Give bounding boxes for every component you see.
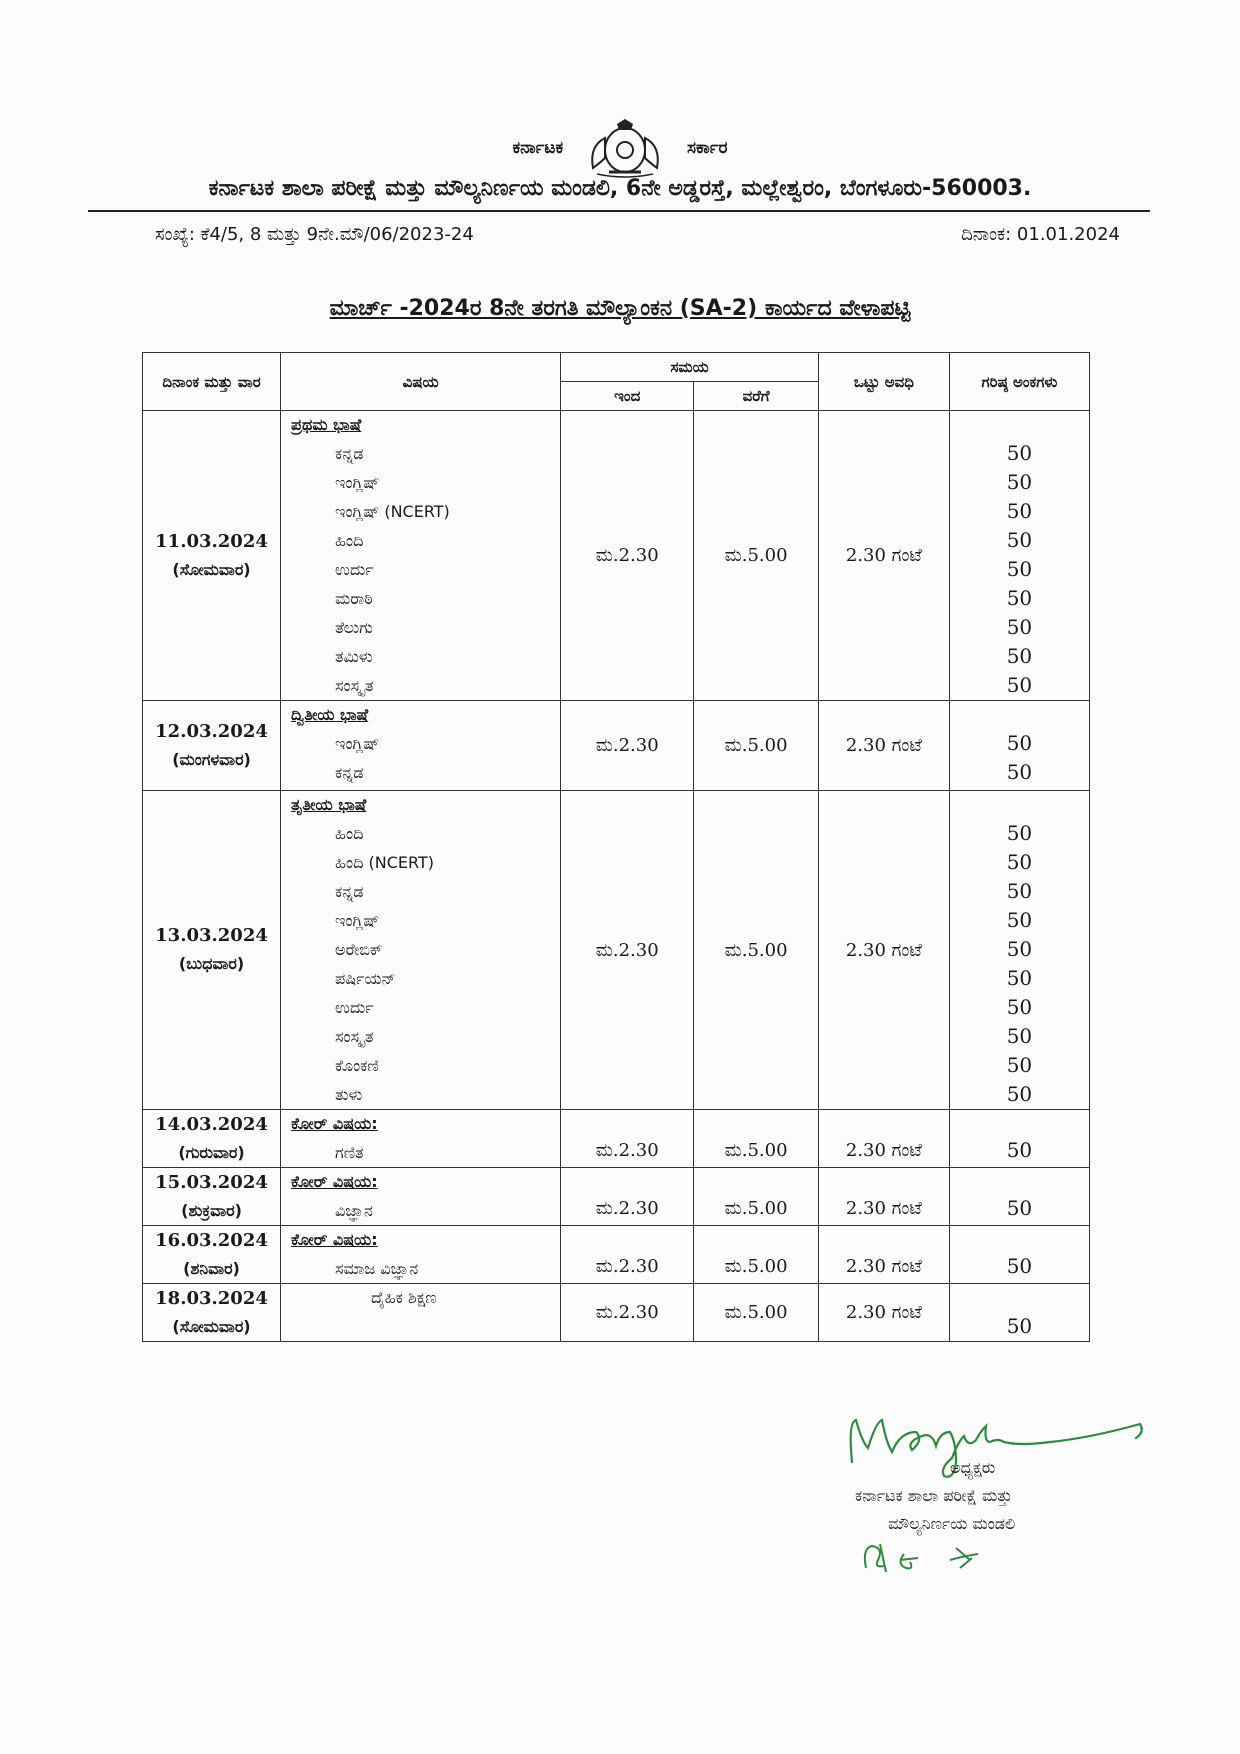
max-marks-value: 50 [1006, 731, 1033, 755]
time-to-cell [694, 1226, 819, 1284]
max-marks-value: 50 [1006, 908, 1033, 932]
header-max-marks: ಗರಿಷ್ಠ ಅಂಕಗಳು [949, 353, 1089, 411]
time-to-cell [694, 1284, 819, 1342]
subject-item: ಸಂಸ್ಕೃತ [335, 676, 374, 695]
subject-item: ಸಮಾಜ ವಿಜ್ಞಾನ [335, 1259, 419, 1278]
subject-item: ಇಂಗ್ಲಿಷ್ [335, 473, 380, 492]
max-marks-value: 50 [1006, 557, 1033, 581]
subject-group-label: ದ್ವಿತೀಯ ಭಾಷೆ [291, 705, 369, 724]
max-marks-cell [949, 791, 1089, 1110]
subject-item: ಉರ್ದು [335, 560, 374, 579]
subject-item: ಕೊಂಕಣಿ [335, 1056, 379, 1075]
time-from: ಮ.2.30 [595, 939, 659, 961]
max-marks-value: 50 [1006, 586, 1033, 610]
page-title: ಮಾರ್ಚ್ -2024ರ 8ನೇ ತರಗತಿ ಮೌಲ್ಯಾಂಕನ (SA-2) ಕಾರ್ಯದ ವೇಳಾಪಟ್ಟಿ [329, 296, 911, 321]
exam-date: 18.03.2024 [155, 1287, 268, 1309]
subject-cell [281, 1110, 561, 1168]
state-name-left: ಕರ್ನಾಟಕ [512, 138, 564, 158]
exam-date: 11.03.2024 [155, 530, 268, 552]
government-header [0, 118, 1240, 178]
time-from-cell [561, 1284, 694, 1342]
board-address: ಕರ್ನಾಟಕ ಶಾಲಾ ಪರೀಕ್ಷೆ ಮತ್ತು ಮೌಲ್ಯನಿರ್ಣಯ ಮಂಡಲಿ, 6ನೇ ಅಡ್ಡರಸ್ತೆ, ಮಲ್ಲೇಶ್ವರಂ, ಬೆಂಗಳೂರು-560003. [208, 176, 1032, 201]
table-row [143, 1168, 1090, 1226]
subject-cell [281, 1168, 561, 1226]
time-to: ಮ.5.00 [724, 545, 788, 566]
subject-item: ಉರ್ದು [335, 998, 374, 1017]
exam-day: (ಸೋಮವಾರ) [172, 559, 251, 579]
duration: 2.30 ಗಂಟೆ [845, 939, 922, 961]
time-to: ಮ.5.00 [724, 735, 788, 756]
max-marks-value: 50 [1006, 821, 1033, 845]
subject-item: ಕನ್ನಡ [335, 763, 364, 782]
subject-item: ಗಣಿತ [335, 1143, 364, 1162]
time-from-cell [561, 791, 694, 1110]
subject-item: ಅರೇಬಿಕ್ [335, 940, 383, 959]
max-marks-value: 50 [1006, 966, 1033, 990]
duration: 2.30 ಗಂಟೆ [845, 1302, 922, 1323]
time-to: ಮ.5.00 [724, 939, 788, 961]
subject-item: ಇಂಗ್ಲಿಷ್ [335, 911, 380, 930]
subject-group-label: ಕೋರ್ ವಿಷಯ: [291, 1172, 378, 1191]
max-marks-value: 50 [1006, 615, 1033, 639]
max-marks-value: 50 [1006, 1196, 1033, 1220]
subject-cell [281, 791, 561, 1110]
time-from: ಮ.2.30 [595, 1302, 659, 1323]
time-from: ಮ.2.30 [595, 735, 659, 756]
exam-day: (ಮಂಗಳವಾರ) [172, 749, 251, 769]
timetable [142, 352, 1090, 1342]
max-marks-value: 50 [1006, 1254, 1033, 1278]
max-marks-cell [949, 701, 1089, 791]
subject-item: ತೆಲುಗು [335, 618, 373, 637]
time-to-cell [694, 1110, 819, 1168]
exam-date: 14.03.2024 [155, 1113, 268, 1135]
subject-item: ಇಂಗ್ಲಿಷ್ [335, 734, 380, 753]
subject-item: ಹಿಂದಿ [335, 824, 364, 843]
duration: 2.30 ಗಂಟೆ [845, 1198, 922, 1219]
exam-day: (ಶುಕ್ರವಾರ) [181, 1200, 242, 1220]
duration: 2.30 ಗಂಟೆ [845, 735, 922, 756]
exam-date: 12.03.2024 [155, 720, 268, 742]
duration-cell [818, 411, 949, 701]
header-duration: ಒಟ್ಟು ಅವಧಿ [818, 353, 949, 411]
max-marks-value: 50 [1006, 470, 1033, 494]
reference-number: ಸಂಖ್ಯೆ: ಕೆ4/5, 8 ಮತ್ತು 9ನೇ.ಮೌ/06/2023-24 [155, 224, 474, 245]
duration: 2.30 ಗಂಟೆ [845, 1140, 922, 1161]
duration-cell [818, 1284, 949, 1342]
subject-group-label: ಕೋರ್ ವಿಷಯ: [291, 1230, 378, 1249]
subject-cell [281, 1284, 561, 1342]
max-marks-value: 50 [1006, 1314, 1033, 1338]
time-to: ಮ.5.00 [724, 1198, 788, 1219]
max-marks-value: 50 [1006, 441, 1033, 465]
time-to-cell [694, 701, 819, 791]
time-from: ಮ.2.30 [595, 1140, 659, 1161]
max-marks-value: 50 [1006, 850, 1033, 874]
max-marks-value: 50 [1006, 673, 1033, 697]
table-row [143, 411, 1090, 701]
signatory-org-line1: ಕರ್ನಾಟಕ ಶಾಲಾ ಪರೀಕ್ಷೆ ಮತ್ತು [855, 1486, 1013, 1505]
exam-date-cell [143, 791, 281, 1110]
exam-date-cell [143, 1110, 281, 1168]
max-marks-value: 50 [1006, 644, 1033, 668]
subject-cell [281, 701, 561, 791]
duration-cell [818, 791, 949, 1110]
subject-item: ಹಿಂದಿ (NCERT) [335, 853, 435, 872]
subject-item: ತಮಿಳು [335, 647, 373, 666]
max-marks-cell [949, 1168, 1089, 1226]
exam-date-cell [143, 1284, 281, 1342]
exam-date-cell [143, 1226, 281, 1284]
max-marks-cell [949, 1226, 1089, 1284]
subject-item: ಮರಾಠಿ [335, 589, 373, 608]
time-from-cell [561, 701, 694, 791]
issue-date: ದಿನಾಂಕ: 01.01.2024 [961, 224, 1120, 245]
exam-date-cell [143, 411, 281, 701]
time-from-cell [561, 411, 694, 701]
header-subject: ವಿಷಯ [281, 353, 561, 411]
duration-cell [818, 1168, 949, 1226]
signatory-designation: ಅಧ್ಯಕ್ಷರು [950, 1458, 996, 1477]
table-row [143, 791, 1090, 1110]
header-to: ವರೆಗೆ [694, 382, 819, 411]
header-date-day: ದಿನಾಂಕ ಮತ್ತು ವಾರ [143, 353, 281, 411]
exam-date: 15.03.2024 [155, 1171, 268, 1193]
table-row [143, 701, 1090, 791]
initials-mark [860, 1538, 1000, 1578]
subject-item: ಇಂಗ್ಲಿಷ್ (NCERT) [335, 502, 450, 521]
time-from: ಮ.2.30 [595, 1256, 659, 1277]
subject-group-label: ತೃತೀಯ ಭಾಷೆ [291, 795, 367, 814]
duration-cell [818, 1110, 949, 1168]
subject-item: ಸಂಸ್ಕೃತ [335, 1027, 374, 1046]
header-time: ಸಮಯ [561, 353, 819, 382]
subject-item: ಕನ್ನಡ [335, 444, 364, 463]
karnataka-emblem-icon [575, 118, 675, 178]
max-marks-value: 50 [1006, 760, 1033, 784]
time-to: ಮ.5.00 [724, 1256, 788, 1277]
subject-group-label: ಕೋರ್ ವಿಷಯ: [291, 1114, 378, 1133]
header-divider [88, 210, 1150, 212]
subject-item: ಪರ್ಷಿಯನ್ [335, 969, 396, 988]
subject-item: ವಿಜ್ಞಾನ [335, 1201, 373, 1220]
duration: 2.30 ಗಂಟೆ [845, 1256, 922, 1277]
max-marks-value: 50 [1006, 1138, 1033, 1162]
max-marks-value: 50 [1006, 937, 1033, 961]
subject-cell [281, 1226, 561, 1284]
time-from-cell [561, 1110, 694, 1168]
max-marks-value: 50 [1006, 879, 1033, 903]
subject-item: ಕನ್ನಡ [335, 882, 364, 901]
exam-date-cell [143, 701, 281, 791]
max-marks-value: 50 [1006, 499, 1033, 523]
subject-item: ಹಿಂದಿ [335, 531, 364, 550]
time-from: ಮ.2.30 [595, 545, 659, 566]
max-marks-value: 50 [1006, 1082, 1033, 1106]
exam-day: (ಬುಧವಾರ) [178, 954, 245, 973]
subject-group-label: ಪ್ರಥಮ ಭಾಷೆ [291, 415, 362, 434]
exam-day: (ಸೋಮವಾರ) [172, 1316, 251, 1336]
time-from-cell [561, 1168, 694, 1226]
exam-date-cell [143, 1168, 281, 1226]
signature [840, 1402, 1170, 1482]
subject-item: ದೈಹಿಕ ಶಿಕ್ಷಣ [371, 1288, 437, 1307]
state-name-right: ಸರ್ಕಾರ [687, 138, 728, 158]
exam-date: 16.03.2024 [155, 1229, 268, 1251]
time-to: ಮ.5.00 [724, 1302, 788, 1323]
time-from-cell [561, 1226, 694, 1284]
table-row [143, 1110, 1090, 1168]
max-marks-value: 50 [1006, 528, 1033, 552]
max-marks-value: 50 [1006, 1053, 1033, 1077]
max-marks-cell [949, 411, 1089, 701]
exam-day: (ಗುರುವಾರ) [178, 1142, 245, 1162]
exam-date: 13.03.2024 [155, 925, 268, 946]
table-row [143, 1284, 1090, 1342]
time-to-cell [694, 411, 819, 701]
time-to: ಮ.5.00 [724, 1140, 788, 1161]
signatory-org-line2: ಮೌಲ್ಯನಿರ್ಣಯ ಮಂಡಲಿ [888, 1514, 1016, 1533]
exam-day: (ಶನಿವಾರ) [183, 1258, 240, 1278]
time-to-cell [694, 1168, 819, 1226]
subject-item: ತುಳು [335, 1085, 363, 1104]
time-from: ಮ.2.30 [595, 1198, 659, 1219]
time-to-cell [694, 791, 819, 1110]
max-marks-value: 50 [1006, 1024, 1033, 1048]
duration-cell [818, 701, 949, 791]
header-from: ಇಂದ [561, 382, 694, 411]
subject-cell [281, 411, 561, 701]
max-marks-value: 50 [1006, 995, 1033, 1019]
duration-cell [818, 1226, 949, 1284]
max-marks-cell [949, 1284, 1089, 1342]
duration: 2.30 ಗಂಟೆ [845, 545, 922, 566]
max-marks-cell [949, 1110, 1089, 1168]
table-row [143, 1226, 1090, 1284]
